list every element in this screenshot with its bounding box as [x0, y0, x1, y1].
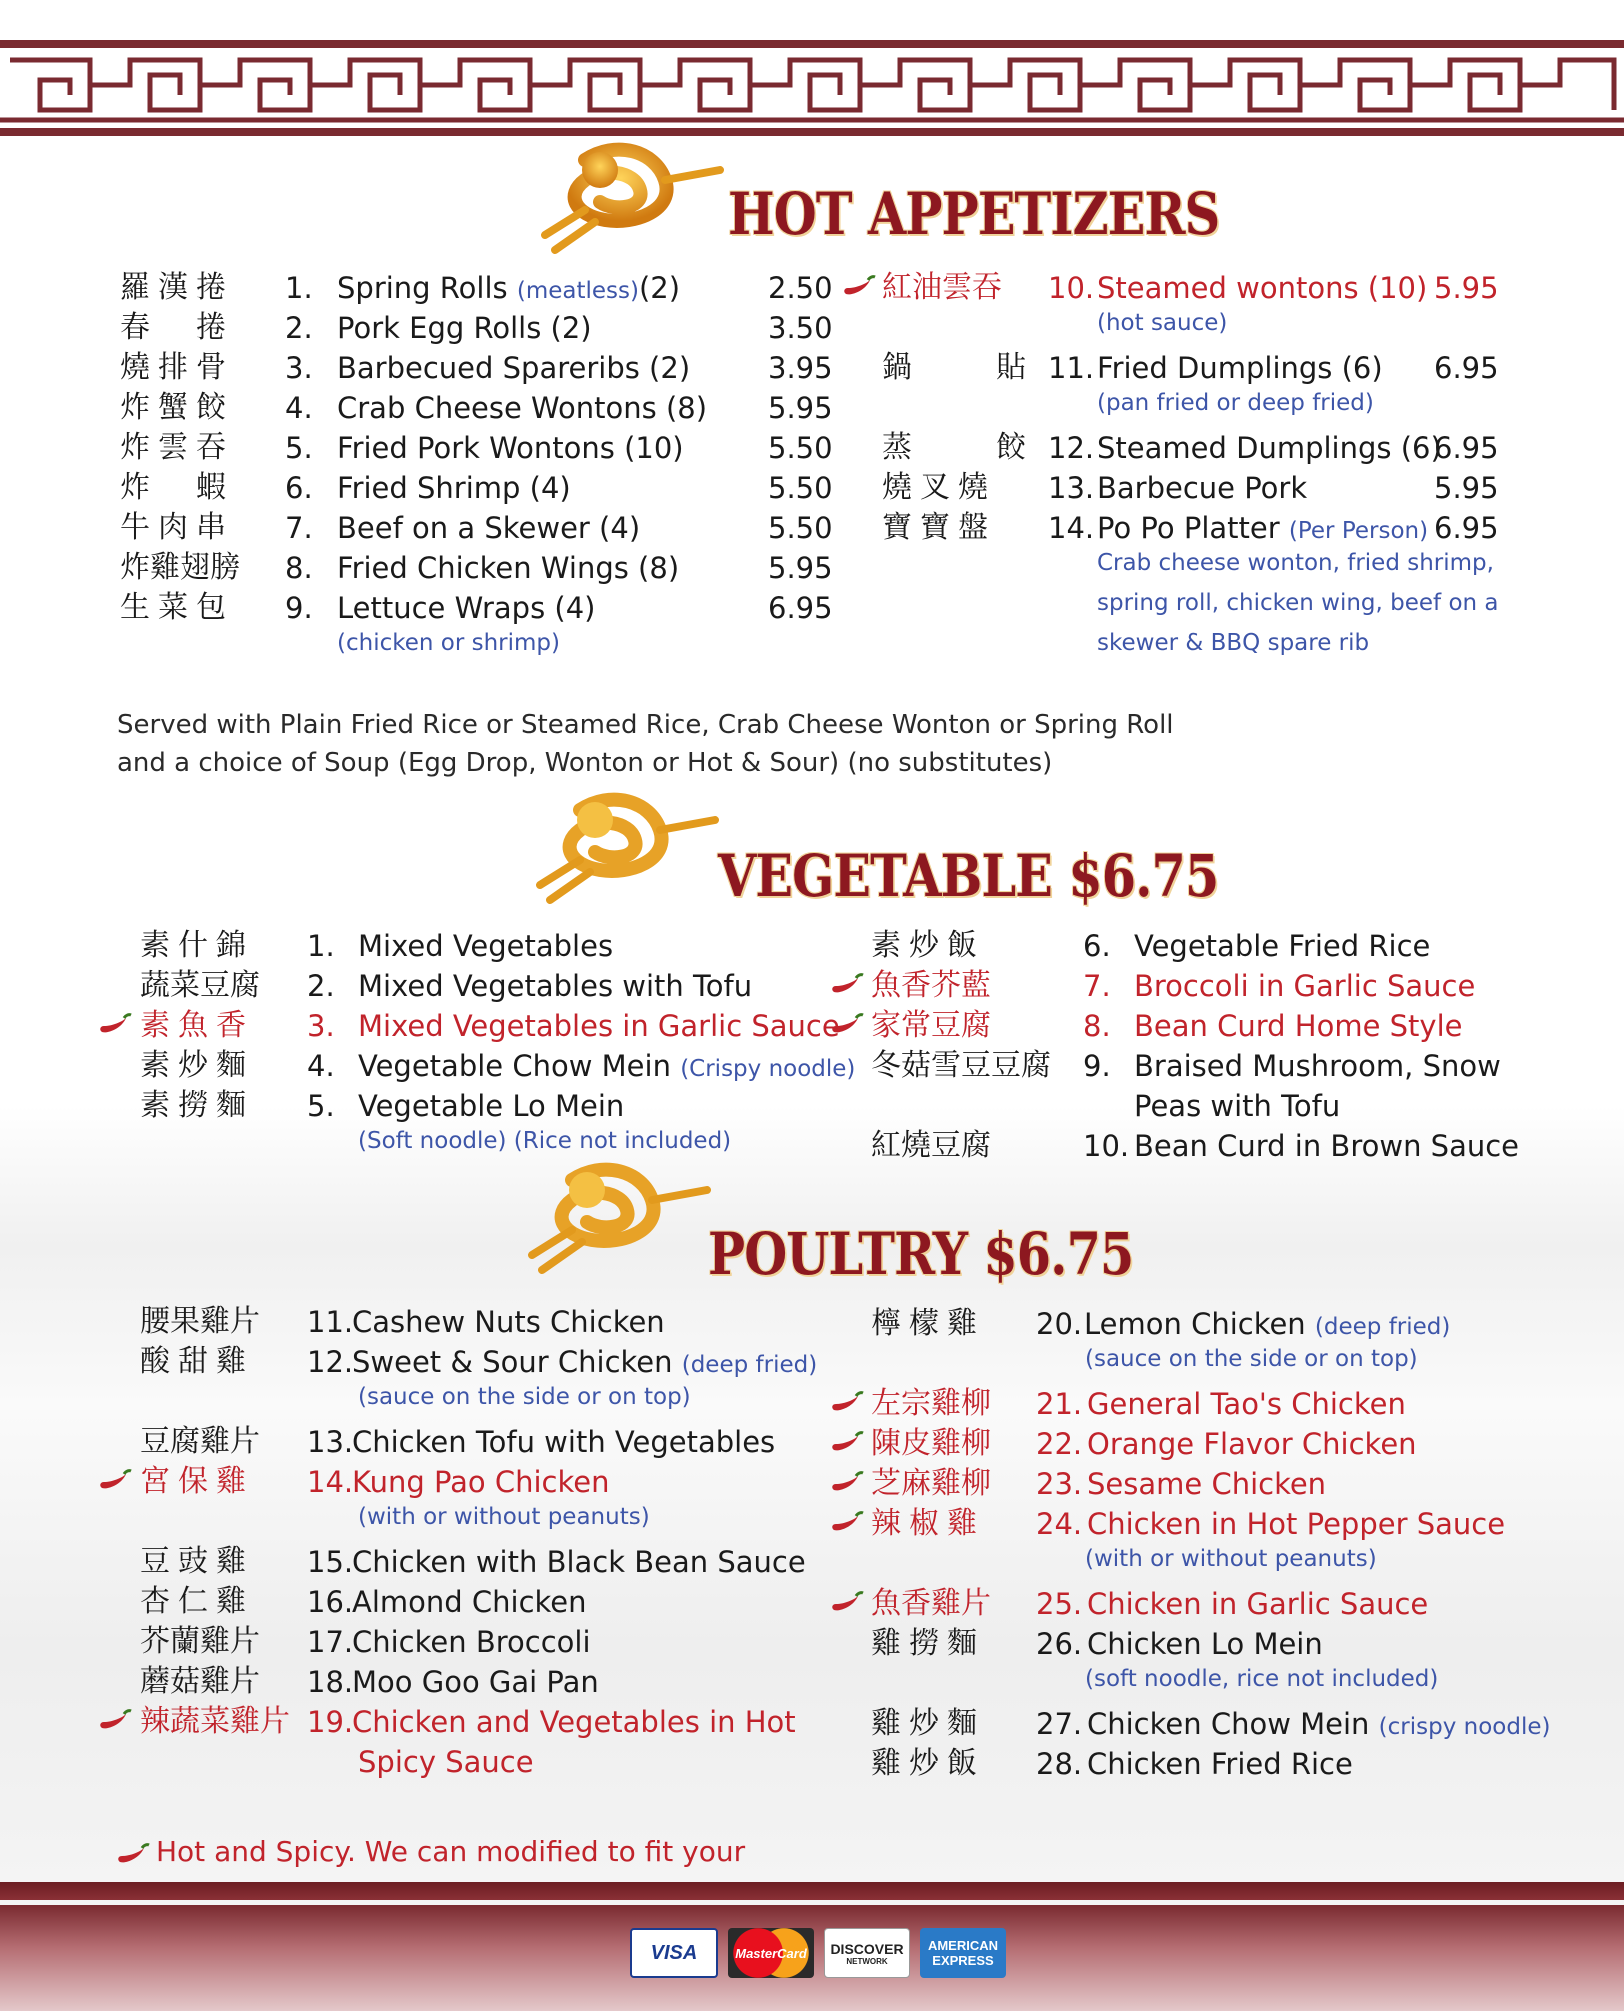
item-name: Kung Pao Chicken: [352, 1465, 610, 1499]
item-subnote: (sauce on the side or on top): [1085, 1346, 1418, 1372]
item-name: Po Po Platter (Per Person): [1097, 511, 1429, 545]
item-name: Cashew Nuts Chicken: [352, 1305, 665, 1339]
item-cn-name: 炸雞翅膀: [120, 550, 240, 585]
item-number: 24.: [1036, 1507, 1083, 1541]
item-cn-name: 冬菇雪豆豆腐: [871, 1048, 1051, 1083]
item-price: 6.95: [1434, 511, 1499, 545]
chili-pepper-icon: [842, 274, 876, 298]
dragon-icon: [520, 790, 720, 905]
item-number: 4.: [285, 391, 313, 425]
item-name: Barbecue Pork: [1097, 471, 1308, 505]
item-name: General Tao's Chicken: [1087, 1387, 1406, 1421]
item-name: Fried Dumplings (6): [1097, 351, 1383, 385]
item-price: 6.95: [768, 591, 833, 625]
item-number: 17.: [307, 1625, 354, 1659]
item-cn-name: 牛肉串: [120, 510, 234, 545]
item-name: Mixed Vegetables: [358, 929, 614, 963]
item-cn-name: 酸甜雞: [140, 1344, 254, 1379]
item-number: 6.: [285, 471, 313, 505]
item-name: Braised Mushroom, Snow: [1134, 1049, 1501, 1083]
section-header-vegetable: [718, 842, 1307, 910]
item-number: 18.: [307, 1665, 354, 1699]
item-price: 6.95: [1434, 431, 1499, 465]
item-name: Bean Curd in Brown Sauce: [1134, 1129, 1520, 1163]
item-cn-name: 芝麻雞柳: [871, 1466, 991, 1501]
item-number: 16.: [307, 1585, 354, 1619]
combo-info-line: and a choice of Soup (Egg Drop, Wonton or Hot & Sour) (no substitutes): [117, 748, 1053, 778]
item-cn-name: 素魚香: [140, 1008, 254, 1043]
chili-pepper-icon: [98, 1012, 132, 1036]
item-price: 5.95: [1434, 271, 1499, 305]
item-cn-name: 素什錦: [140, 928, 254, 963]
item-cn-name: 紅燒豆腐: [871, 1128, 991, 1163]
item-number: 3.: [285, 351, 313, 385]
item-number: 6.: [1083, 929, 1111, 963]
item-number: 14.: [307, 1465, 354, 1499]
item-name: Vegetable Lo Mein: [358, 1089, 625, 1123]
chili-pepper-icon: [830, 1510, 864, 1534]
item-description-line: Crab cheese wonton, fried shrimp,: [1097, 550, 1494, 576]
item-name: Steamed wontons (10): [1097, 271, 1428, 305]
item-number: 9.: [1083, 1049, 1111, 1083]
item-name: Chicken Tofu with Vegetables: [352, 1425, 776, 1459]
section-header-appetizers: [728, 180, 1306, 248]
chili-pepper-icon: [830, 1012, 864, 1036]
item-number: 21.: [1036, 1387, 1083, 1421]
item-subnote: (hot sauce): [1097, 310, 1228, 336]
item-number: 9.: [285, 591, 313, 625]
item-cn-name: 寶寶盤: [882, 510, 996, 545]
item-cn-name: 辣椒雞: [871, 1506, 985, 1541]
chili-pepper-icon: [830, 1430, 864, 1454]
item-name: Steamed Dumplings (6): [1097, 431, 1442, 465]
dragon-icon: [525, 140, 725, 255]
item-cn-name: 魚香芥藍: [871, 968, 991, 1003]
item-number: 13.: [1048, 471, 1095, 505]
item-cn-name: 生菜包: [120, 590, 234, 625]
item-subnote: (pan fried or deep fried): [1097, 390, 1374, 416]
item-number: 20.: [1036, 1307, 1083, 1341]
discover-logo: DISCOVER NETWORK: [824, 1928, 910, 1978]
visa-logo: VISA: [630, 1928, 718, 1978]
item-subnote: (with or without peanuts): [358, 1504, 650, 1530]
item-number: 25.: [1036, 1587, 1083, 1621]
item-name: Mixed Vegetables in Garlic Sauce: [358, 1009, 840, 1043]
item-name: Fried Chicken Wings (8): [337, 551, 680, 585]
item-name: Chicken Chow Mein (crispy noodle): [1087, 1707, 1551, 1741]
item-cn-name: 杏仁雞: [140, 1584, 254, 1619]
item-subnote: (chicken or shrimp): [337, 630, 560, 656]
item-number: 12.: [307, 1345, 354, 1379]
item-number: 15.: [307, 1545, 354, 1579]
item-cn-name: 家常豆腐: [871, 1008, 991, 1043]
item-number: 8.: [1083, 1009, 1111, 1043]
item-number: 5.: [307, 1089, 335, 1123]
item-cn-name: 辣蔬菜雞片: [140, 1704, 290, 1739]
section-title: VEGETABLE $6.75: [718, 842, 1219, 910]
lattice-border-top: [0, 40, 1624, 136]
dragon-icon: [512, 1160, 712, 1275]
item-price: 5.50: [768, 471, 833, 505]
item-cn-name: 雞炒飯: [871, 1746, 985, 1781]
item-number: 10.: [1083, 1129, 1130, 1163]
item-subnote: (with or without peanuts): [1085, 1546, 1377, 1572]
item-cn-name: 炸蟹餃: [120, 390, 234, 425]
item-number: 1.: [307, 929, 335, 963]
item-name: Almond Chicken: [352, 1585, 587, 1619]
item-cn-name: 紅油雲吞: [882, 270, 1002, 305]
item-cn-name: 春 捲: [120, 310, 234, 345]
section-header-poultry: [708, 1220, 1209, 1288]
item-cn-name: 炸 蝦: [120, 470, 234, 505]
item-number: 2.: [285, 311, 313, 345]
item-cn-name: 雞撈麵: [871, 1626, 985, 1661]
item-cn-name: 豆豉雞: [140, 1544, 254, 1579]
chili-pepper-icon: [830, 1390, 864, 1414]
item-number: 27.: [1036, 1707, 1083, 1741]
item-number: 1.: [285, 271, 313, 305]
item-name: Chicken with Black Bean Sauce: [352, 1545, 806, 1579]
item-description-line: spring roll, chicken wing, beef on a: [1097, 590, 1499, 616]
item-cn-name: 左宗雞柳: [871, 1386, 991, 1421]
item-price: 6.95: [1434, 351, 1499, 385]
item-name: Moo Goo Gai Pan: [352, 1665, 599, 1699]
item-name: Beef on a Skewer (4): [337, 511, 641, 545]
item-description-line: skewer & BBQ spare rib: [1097, 630, 1370, 656]
item-cn-name: 雞炒麵: [871, 1706, 985, 1741]
item-name: Lettuce Wraps (4): [337, 591, 596, 625]
item-name: Sweet & Sour Chicken (deep fried): [352, 1345, 818, 1379]
item-cn-name: 豆腐雞片: [140, 1424, 260, 1459]
item-cn-name: 宮保雞: [140, 1464, 254, 1499]
item-number: 4.: [307, 1049, 335, 1083]
item-cn-name: 蘑菇雞片: [140, 1664, 260, 1699]
item-cn-name: 鍋 貼: [882, 350, 1034, 385]
item-number: 13.: [307, 1425, 354, 1459]
section-title: POULTRY $6.75: [708, 1220, 1134, 1288]
footer-band: [0, 1882, 1624, 1900]
item-name: Bean Curd Home Style: [1134, 1009, 1463, 1043]
item-name: Spring Rolls (meatless)(2): [337, 271, 681, 305]
mastercard-logo: MasterCard: [728, 1928, 814, 1978]
item-price: 5.95: [1434, 471, 1499, 505]
item-name: Chicken in Garlic Sauce: [1087, 1587, 1429, 1621]
item-number: 10.: [1048, 271, 1095, 305]
item-number: 23.: [1036, 1467, 1083, 1501]
item-number: 19.: [307, 1705, 354, 1739]
section-title: HOT APPETIZERS: [728, 180, 1220, 248]
item-price: 3.50: [768, 311, 833, 345]
item-name: Chicken Broccoli: [352, 1625, 591, 1659]
item-name: Fried Pork Wontons (10): [337, 431, 684, 465]
item-subnote: (Soft noodle) (Rice not included): [358, 1128, 732, 1154]
item-cn-name: 陳皮雞柳: [871, 1426, 991, 1461]
item-cn-name: 素炒麵: [140, 1048, 254, 1083]
item-number: 2.: [307, 969, 335, 1003]
item-subnote: (sauce on the side or on top): [358, 1384, 691, 1410]
item-cn-name: 燒排骨: [120, 350, 234, 385]
chili-pepper-icon: [98, 1468, 132, 1492]
item-price: 5.50: [768, 431, 833, 465]
american-express-logo: AMERICAN EXPRESS: [920, 1928, 1006, 1978]
item-number: 11.: [307, 1305, 354, 1339]
item-number: 28.: [1036, 1747, 1083, 1781]
chili-pepper-icon: [98, 1708, 132, 1732]
item-cn-name: 腰果雞片: [140, 1304, 260, 1339]
item-cn-name: 素炒飯: [871, 928, 985, 963]
item-name: Mixed Vegetables with Tofu: [358, 969, 753, 1003]
item-name: Vegetable Fried Rice: [1134, 929, 1431, 963]
item-number: 11.: [1048, 351, 1095, 385]
item-name: Chicken and Vegetables in Hot: [352, 1705, 796, 1739]
chili-pepper-icon: [830, 972, 864, 996]
item-name: Vegetable Chow Mein (Crispy noodle): [358, 1049, 856, 1083]
item-cn-name: 素撈麵: [140, 1088, 254, 1123]
item-cn-name: 燒叉燒: [882, 470, 996, 505]
item-price: 2.50: [768, 271, 833, 305]
item-name-continued: Peas with Tofu: [1134, 1089, 1341, 1123]
item-name: Broccoli in Garlic Sauce: [1134, 969, 1476, 1003]
spicy-footnote: Hot and Spicy. We can modified to fit your: [156, 1835, 746, 1868]
item-number: 14.: [1048, 511, 1095, 545]
item-number: 7.: [1083, 969, 1111, 1003]
item-number: 26.: [1036, 1627, 1083, 1661]
item-price: 5.95: [768, 551, 833, 585]
item-cn-name: 炸雲吞: [120, 430, 234, 465]
chili-pepper-icon: [830, 1590, 864, 1614]
chili-pepper-icon: [830, 1470, 864, 1494]
item-name: Fried Shrimp (4): [337, 471, 571, 505]
item-price: 5.50: [768, 511, 833, 545]
item-name: Chicken in Hot Pepper Sauce: [1087, 1507, 1506, 1541]
item-name: Lemon Chicken (deep fried): [1084, 1307, 1451, 1341]
item-cn-name: 羅漢捲: [120, 270, 234, 305]
combo-info-line: Served with Plain Fried Rice or Steamed Rice, Crab Cheese Wonton or Spring Roll: [117, 710, 1174, 740]
item-name: Pork Egg Rolls (2): [337, 311, 592, 345]
item-number: 7.: [285, 511, 313, 545]
item-cn-name: 魚香雞片: [871, 1586, 991, 1621]
item-cn-name: 檸檬雞: [871, 1306, 985, 1341]
item-name: Crab Cheese Wontons (8): [337, 391, 708, 425]
item-cn-name: 蒸 餃: [882, 430, 1034, 465]
item-cn-name: 蔬菜豆腐: [140, 968, 260, 1003]
item-name: Chicken Fried Rice: [1087, 1747, 1353, 1781]
item-number: 3.: [307, 1009, 335, 1043]
item-price: 3.95: [768, 351, 833, 385]
item-name: Barbecued Spareribs (2): [337, 351, 691, 385]
item-price: 5.95: [768, 391, 833, 425]
chili-pepper-icon: [116, 1842, 150, 1866]
item-cn-name: 芥蘭雞片: [140, 1624, 260, 1659]
item-name: Sesame Chicken: [1087, 1467, 1327, 1501]
item-number: 12.: [1048, 431, 1095, 465]
item-name-continued: Spicy Sauce: [358, 1745, 534, 1779]
item-name: Orange Flavor Chicken: [1087, 1427, 1417, 1461]
item-name: Chicken Lo Mein: [1087, 1627, 1323, 1661]
item-number: 5.: [285, 431, 313, 465]
item-subnote: (soft noodle, rice not included): [1085, 1666, 1439, 1692]
item-number: 22.: [1036, 1427, 1083, 1461]
item-number: 8.: [285, 551, 313, 585]
